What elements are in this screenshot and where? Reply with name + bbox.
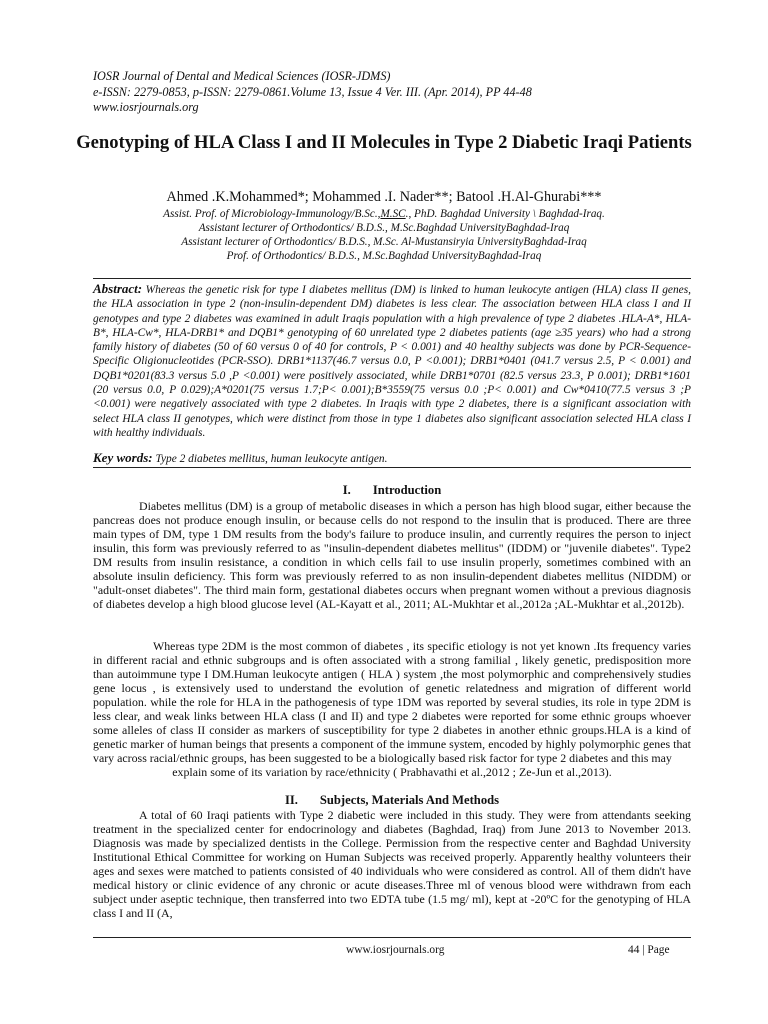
journal-url: www.iosrjournals.org xyxy=(93,100,199,114)
abstract-label: Abstract: xyxy=(93,281,143,296)
paper-authors: Ahmed .K.Mohammed*; Mohammed .I. Nader**; Batool .H.Al-Ghurabi*** xyxy=(166,189,602,205)
intro-paragraph-2-text: Whereas type 2DM is the most common of diabetes , its specific etiology is not yet known .Its frequency varies in different racial and ethnic subgroups and is often associated with a strong familial , likely genetic, predisposition more than autoimmune type I DM.Human leukocyte antigen ( HLA ) system ,the most polymorphic and comprehensively studies gene locus , is extensively used to understand the evolution of genetic relatedness and migration of different world population. while the role for HLA in the pathogenesis of type 1DM was reported by several studies, its role in type 2DM is less clear, and weak links between HLA class (I and II) and type 2 diabetes were reported for some ethnic groups whoever some alleles of class II consider as markers of susceptibility for type 2 diabetes in another ethnic groups.HLA is a kind of genetic marker of human beings that presents a component of the immune system, encoded by highly polymorphic genes that vary across racial/ethnic groups, has been suggested to be a biologically based risk factor for type 2 diabetes and this may xyxy=(93,639,691,766)
abstract xyxy=(93,282,691,440)
intro-paragraph-2 xyxy=(93,639,691,765)
keywords xyxy=(93,451,691,466)
section-2-title: Subjects, Materials And Methods xyxy=(319,793,500,807)
abstract-text: Whereas the genetic risk for type I diabetes mellitus (DM) is linked to human leukocyte antigen (HLA) class II genes, the HLA association in type 2 (non-insulin-dependent DM) diabetes is less clear. The association between HLA class I and II genotypes and type 2 diabetes was examined in adult Iraqis population with a high prevalence of type 2 diabetes .HLA-A*, HLA-B*, HLA-Cw*, HLA-DRB1* and DQB1* genotyping of 60 unrelated type 2 diabetes patients (age ≥35 years) who had a strong family history of diabetes (50 of 60 versus 0 of 40 for controls, P < 0.001) and 40 healthy subjects was done by PCR-Sequence-Specific Oligionucleotides (PCR-SSO). DRB1*1137(46.7 versus 0.0, P <0.001); DRB1*0401 (041.7 versus 2.5, P < 0.001) and DQB1*0201(83.3 versus 5.0 ,P <0.001) were positively associated, while DRB1*0701 (82.5 versus 23.3, P 0.001); DRB1*1601 (20 versus 0.0, P 0.029);A*0201(75 versus 1.7;P< 0.001);B*3559(75 versus 0.0 ;P< 0.001) and Cw*0410(77.5 versus 3 ;P <0.001) were negatively associated with type 2 diabetes. In Iraqis with type 2 diabetes, there is a significant association with select HLA class II genotypes, which were distinct from those in type 1 diabetes also significant association selected HLA class I with healthy individuals. xyxy=(93,284,691,439)
keywords-label: Key words: xyxy=(93,450,153,465)
affiliation-4: Prof. of Orthodontics/ B.D.S., M.Sc.Baghdad UniversityBaghdad-Iraq xyxy=(226,250,542,262)
section-2-heading xyxy=(93,793,691,808)
methods-paragraph-1 xyxy=(93,808,691,920)
affiliation-1-pre: Assist. Prof. of Microbiology-Immunology/B.Sc., xyxy=(163,208,381,220)
intro-paragraph-1 xyxy=(93,499,691,611)
abstract-top-rule xyxy=(93,278,691,279)
section-1-title: Introduction xyxy=(372,483,442,497)
section-1-heading xyxy=(93,483,691,498)
section-2-number: II. xyxy=(284,793,298,807)
affiliation-1 xyxy=(60,207,708,221)
intro-paragraph-1-text: Diabetes mellitus (DM) is a group of metabolic diseases in which a person has high blood sugar, either because the pancreas does not produce enough insulin, or because cells do not respond to the insulin that is produced. There are three main types of DM, type 1 DM results from the body's failure to produce insulin, and currently requires the person to inject insulin, this form was previously referred to as "insulin-dependent diabetes mellitus" (IDDM) or "juvenile diabetes". Type2 DM results from insulin resistance, a condition in which cells fail to use insulin properly, sometimes combined with an absolute insulin deficiency. This form was previously referred to as non insulin-dependent diabetes mellitus (NIDDM) or "adult-onset diabetes". The third main form, gestational diabetes occurs when pregnant women without a previous diagnosis of diabetes develop a high blood glucose level (AL-Kayatt et al., 2011; AL-Mukhtar et al.,2012a ;AL-Mukhtar et al.,2012b). xyxy=(93,499,691,612)
affiliation-1-degree: M.SC xyxy=(380,208,406,220)
journal-header xyxy=(93,69,693,116)
methods-paragraph-1-text: A total of 60 Iraqi patients with Type 2 diabetic were included in this study. They were from attendants seeking treatment in the specialized center for endocrinology and diabetes (Baghdad, Iraq) from June 2013 to November 2013. Diagnosis was made by specialized dentists in the College. Permission from the respective center and Baghdad University Institutional Ethical Committee for working on Human Subjects was received properly. Apparently healthy volunteers their ages and sexes were matched to patients consisted of 40 individuals who were considered as control. All of them didn't have medical history or clinic evidence of any chronic or acute diseases.Three ml of venous blood were withdrawn from each subject under aseptic technique, then transferred into two EDTA tube (1.5 mg/ ml), kept at -20ºC for the genotyping of HLA class I and II (A, xyxy=(93,808,691,921)
footer-rule xyxy=(93,937,691,938)
journal-issn: e-ISSN: 2279-0853, p-ISSN: 2279-0861.Volume 13, Issue 4 Ver. III. (Apr. 2014), PP 44-48 xyxy=(93,84,532,99)
section-1-number: I. xyxy=(342,483,351,497)
footer-url: www.iosrjournals.org xyxy=(346,944,445,956)
keywords-text: Type 2 diabetes mellitus, human leukocyte antigen. xyxy=(155,453,388,465)
journal-name: IOSR Journal of Dental and Medical Sciences (IOSR-JDMS) xyxy=(93,69,391,83)
affiliation-3: Assistant lecturer of Orthodontics/ B.D.S., M.Sc. Al-Mustansiryia UniversityBaghdad-Iraq xyxy=(181,236,587,248)
affiliation-2: Assistant lecturer of Orthodontics/ B.D.S., M.Sc.Baghdad UniversityBaghdad-Iraq xyxy=(198,222,570,234)
footer-page-number: 44 | Page xyxy=(628,944,670,956)
author-affiliations xyxy=(60,207,708,263)
affiliation-1-post: ., PhD. Baghdad University \ Baghdad-Iraq. xyxy=(405,208,605,220)
abstract-bottom-rule xyxy=(93,467,691,468)
intro-paragraph-2-last-line: explain some of its variation by race/ethnicity ( Prabhavathi et al.,2012 ; Ze-Jun et al.,2013). xyxy=(172,765,612,779)
paper-title: Genotyping of HLA Class I and II Molecules in Type 2 Diabetic Iraqi Patients xyxy=(76,132,692,153)
